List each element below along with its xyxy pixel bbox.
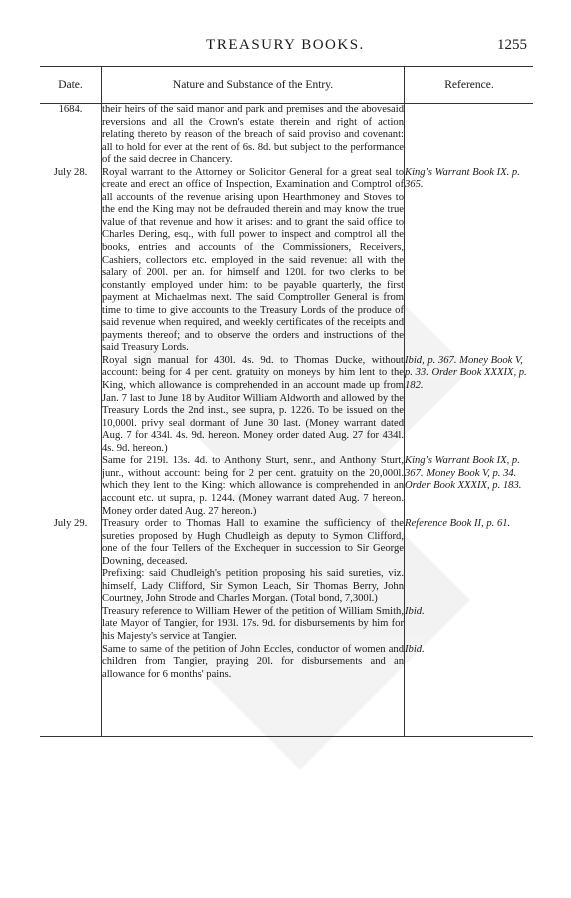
table-row bbox=[40, 518, 533, 606]
entry-reference: Ibid. bbox=[405, 605, 425, 617]
nature-column-header: Nature and Substance of the Entry. bbox=[102, 67, 405, 104]
page-number: 1255 bbox=[497, 37, 527, 53]
entry-text bbox=[102, 455, 405, 518]
entry-text bbox=[102, 167, 405, 355]
entry-date bbox=[40, 606, 102, 644]
entry-paragraph: Royal warrant to the Attorney or Solicitor General for a great seal to create and erect an office of Inspection, Examination and Comptrol of all accounts of the revenue arising upon Hearthmoney and Stoves to the end the King may not be defrauded therein and may know the true value of that revenue and how it arises: and to grant the said office to Charles Dering, esq., with full power to inspect and comptrol all the books, entries and accounts of the Commissioners, Receivers, Cashiers, collectors etc. employed in the said revenue: all with the salary of 200l. per an. for himself and 120l. for two clerks to be constantly employed under him: to be payable quarterly, the first payment at Michaelmas next. The said Comptroller General is from time to time to give accounts to the Treasury Lords of the produce of said revenue when required, and weekly certificates of the receipts and payments thereof; and to observe the orders and instructions of the said Treasury Lords. bbox=[102, 166, 404, 354]
entry-reference: Ibid, p. 367. Money Book V, p. 33. Order Book XXXIX, p. 182. bbox=[405, 354, 527, 392]
table-row bbox=[40, 167, 533, 355]
entry-date bbox=[40, 455, 102, 518]
entry-reference: Ibid. bbox=[405, 644, 534, 737]
entry-text bbox=[102, 104, 405, 167]
table-row bbox=[40, 606, 533, 644]
entry-prefixing-paragraph: Prefixing: said Chudleigh's petition proposing his said sureties, viz. himself, Lady Clifford, Sir Symon Leach, Sir Thomas Berry, John Courtney, John Strode and Charles Morgan. (Total bond, 7,300l.) bbox=[102, 568, 404, 605]
entry-paragraph: Royal sign manual for 430l. 4s. 9d. to Thomas Ducke, without account: being for 4 per cent. gratuity on moneys by him lent to the King, which allowance is comprehended in an account made up from Jan. 7 last to June 18 by Auditor William Aldworth and allowed by the Treasury Lords the 2nd inst., see supra, p. 1226. To be issued on the 10,000l. privy seal dormant of June 30 last. (Money warrant dated Aug. 7 for 434l. 4s. 9d. hereon. Money order dated Aug. 27 for 434l. 4s. 9d. hereon.) bbox=[102, 354, 404, 454]
entry-text bbox=[102, 644, 405, 737]
entry-paragraph: Same to same of the petition of John Eccles, conductor of women and children from Tangier, praying 20l. for disbursements and an allowance for 6 months' pains. bbox=[102, 643, 404, 680]
entry-paragraph: their heirs of the said manor and park and premises and the abovesaid reversions and all the Crown's estate therein and right of action relating thereto by reason of the breach of said proviso and covenant: all to hold for ever at the rent of 6s. 8d. but subject to the performance of the said decree in Chancery. bbox=[102, 104, 404, 166]
entry-reference bbox=[405, 104, 534, 167]
table-row bbox=[40, 355, 533, 455]
entry-reference: King's Warrant Book IX, p. 367. Money Book V, p. 34. Order Book XXXIX, p. 183. bbox=[405, 455, 522, 492]
entry-text bbox=[102, 518, 405, 606]
entry-paragraph: Same for 219l. 13s. 4d. to Anthony Sturt, senr., and Anthony Sturt, junr., without account: being for 2 per cent. gratuity on the 20,000l. which they lent to the King: which allowance is comprehended in an account etc. ut supra, p. 1244. (Money warrant dated Aug. 7 hereon. Money order dated Aug. 27 hereon.) bbox=[102, 455, 404, 517]
entry-paragraph: Treasury order to Thomas Hall to examine the sufficiency of the sureties proposed by Hugh Chudleigh as deputy to Symon Clifford, one of the four Tellers of the Exchequer in succession to Sir George Downing, deceased. bbox=[102, 518, 404, 567]
entry-date: July 29. bbox=[53, 518, 88, 530]
entry-text bbox=[102, 606, 405, 644]
table-row bbox=[40, 104, 533, 167]
entry-date: July 28. bbox=[53, 166, 88, 178]
entry-text bbox=[102, 355, 405, 455]
date-column-header: Date. bbox=[40, 67, 102, 104]
table-row bbox=[40, 644, 533, 737]
entry-date bbox=[40, 644, 102, 737]
entry-reference: King's Warrant Book IX. p. 365. bbox=[405, 166, 520, 191]
entries-table bbox=[40, 66, 533, 737]
reference-column-header: Reference. bbox=[405, 67, 534, 104]
entry-reference: Reference Book II, p. 61. bbox=[405, 518, 511, 530]
running-title: TREASURY BOOKS. bbox=[206, 37, 365, 53]
entry-date bbox=[40, 355, 102, 455]
entry-date: 1684. bbox=[58, 104, 83, 115]
table-header-row bbox=[40, 67, 533, 104]
entry-paragraph: Treasury reference to William Hewer of the petition of William Smith, late Mayor of Tangier, for 193l. 17s. 9d. for disbursements by him for his Majesty's service at Tangier. bbox=[102, 605, 404, 642]
table-row bbox=[40, 455, 533, 518]
page-header bbox=[0, 34, 571, 58]
